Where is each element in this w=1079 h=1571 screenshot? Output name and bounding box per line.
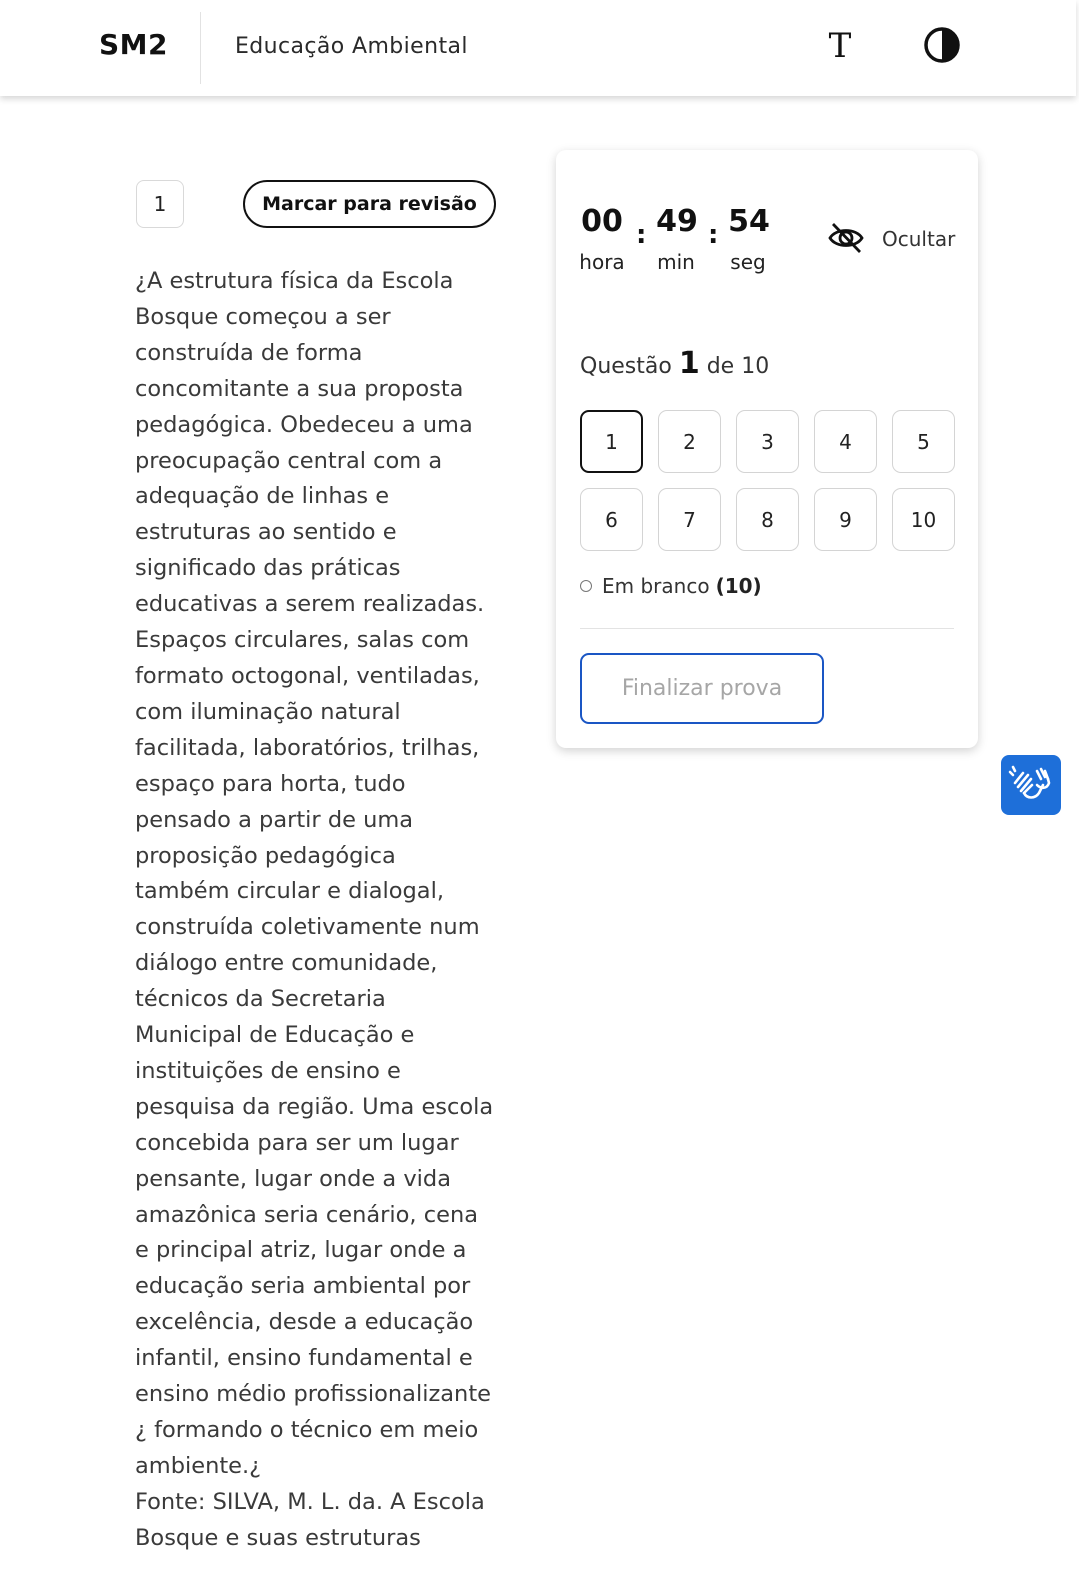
question-counter-prefix: Questão bbox=[580, 354, 672, 379]
timer-separator: : bbox=[636, 220, 647, 250]
question-nav-button-4[interactable]: 4 bbox=[814, 410, 877, 473]
contrast-icon[interactable] bbox=[922, 25, 962, 65]
question-nav-button-7[interactable]: 7 bbox=[658, 488, 721, 551]
question-nav-button-1[interactable]: 1 bbox=[580, 410, 643, 473]
course-title: Educação Ambiental bbox=[235, 34, 468, 59]
question-nav-button-10[interactable]: 10 bbox=[892, 488, 955, 551]
timer-hours: 00 bbox=[581, 204, 623, 239]
timer-separator: : bbox=[708, 220, 719, 250]
circle-icon bbox=[580, 580, 592, 592]
question-statement: ¿A estrutura física da Escola Bosque começou a ser construída de forma concomitante a sua proposta pedagógica. Obedeceu a uma preocupação central com a adequação de linhas e estruturas ao sentido e significado das práticas educativas a serem realizadas. Espaços circulares, salas com formato octogonal, ventiladas, com iluminação natural facilitada, laboratórios, trilhas, espaço para horta, tudo pensado a partir de uma proposição pedagógica também circular e dialogal, construída coletivamente num diálogo entre comunidade, técnicos da Secretaria Municipal de Educação e instituições de ensino e pesquisa da região. Uma escola concebida para ser um lugar pensante, lugar onde a vida amazônica seria cenário, cena e principal atriz, lugar onde a educação seria ambiental por excelência, desde a educação infantil, ensino fundamental e ensino médio profissionalizante ¿ formando o técnico em meio ambiente.¿ Fonte: SILVA, M. L. da. A Escola Bosque e suas estruturas bbox=[135, 268, 494, 1551]
question-counter bbox=[580, 346, 769, 381]
exam-side-panel bbox=[556, 150, 978, 748]
timer-minutes-label: min bbox=[657, 250, 695, 274]
question-nav-button-5[interactable]: 5 bbox=[892, 410, 955, 473]
panel-divider bbox=[580, 628, 954, 629]
question-nav-button-9[interactable]: 9 bbox=[814, 488, 877, 551]
hide-timer-button[interactable] bbox=[826, 216, 966, 260]
question-nav-button-6[interactable]: 6 bbox=[580, 488, 643, 551]
timer-seconds: 54 bbox=[728, 204, 770, 239]
question-counter-middle: de bbox=[706, 354, 735, 379]
question-nav-button-8[interactable]: 8 bbox=[736, 488, 799, 551]
blank-legend bbox=[580, 574, 762, 598]
finish-exam-button[interactable]: Finalizar prova bbox=[580, 653, 824, 724]
top-header bbox=[0, 0, 1076, 96]
timer-minutes: 49 bbox=[656, 204, 698, 239]
mark-for-review-button[interactable]: Marcar para revisão bbox=[243, 180, 496, 228]
question-counter-total: 10 bbox=[741, 354, 770, 379]
sign-language-icon[interactable] bbox=[1001, 755, 1061, 815]
brand-logo[interactable]: SM2 bbox=[99, 28, 169, 61]
question-number-badge: 1 bbox=[136, 180, 184, 228]
header-divider bbox=[200, 12, 201, 84]
hide-timer-label: Ocultar bbox=[882, 227, 956, 251]
question-nav-button-3[interactable]: 3 bbox=[736, 410, 799, 473]
blank-legend-label: Em branco bbox=[602, 574, 710, 598]
question-nav-button-2[interactable]: 2 bbox=[658, 410, 721, 473]
eye-off-icon bbox=[826, 218, 866, 258]
timer-hours-label: hora bbox=[579, 250, 625, 274]
question-counter-current: 1 bbox=[678, 346, 700, 381]
blank-legend-count: (10) bbox=[715, 574, 762, 598]
timer-seconds-label: seg bbox=[730, 250, 766, 274]
text-size-icon[interactable]: T bbox=[828, 26, 852, 66]
